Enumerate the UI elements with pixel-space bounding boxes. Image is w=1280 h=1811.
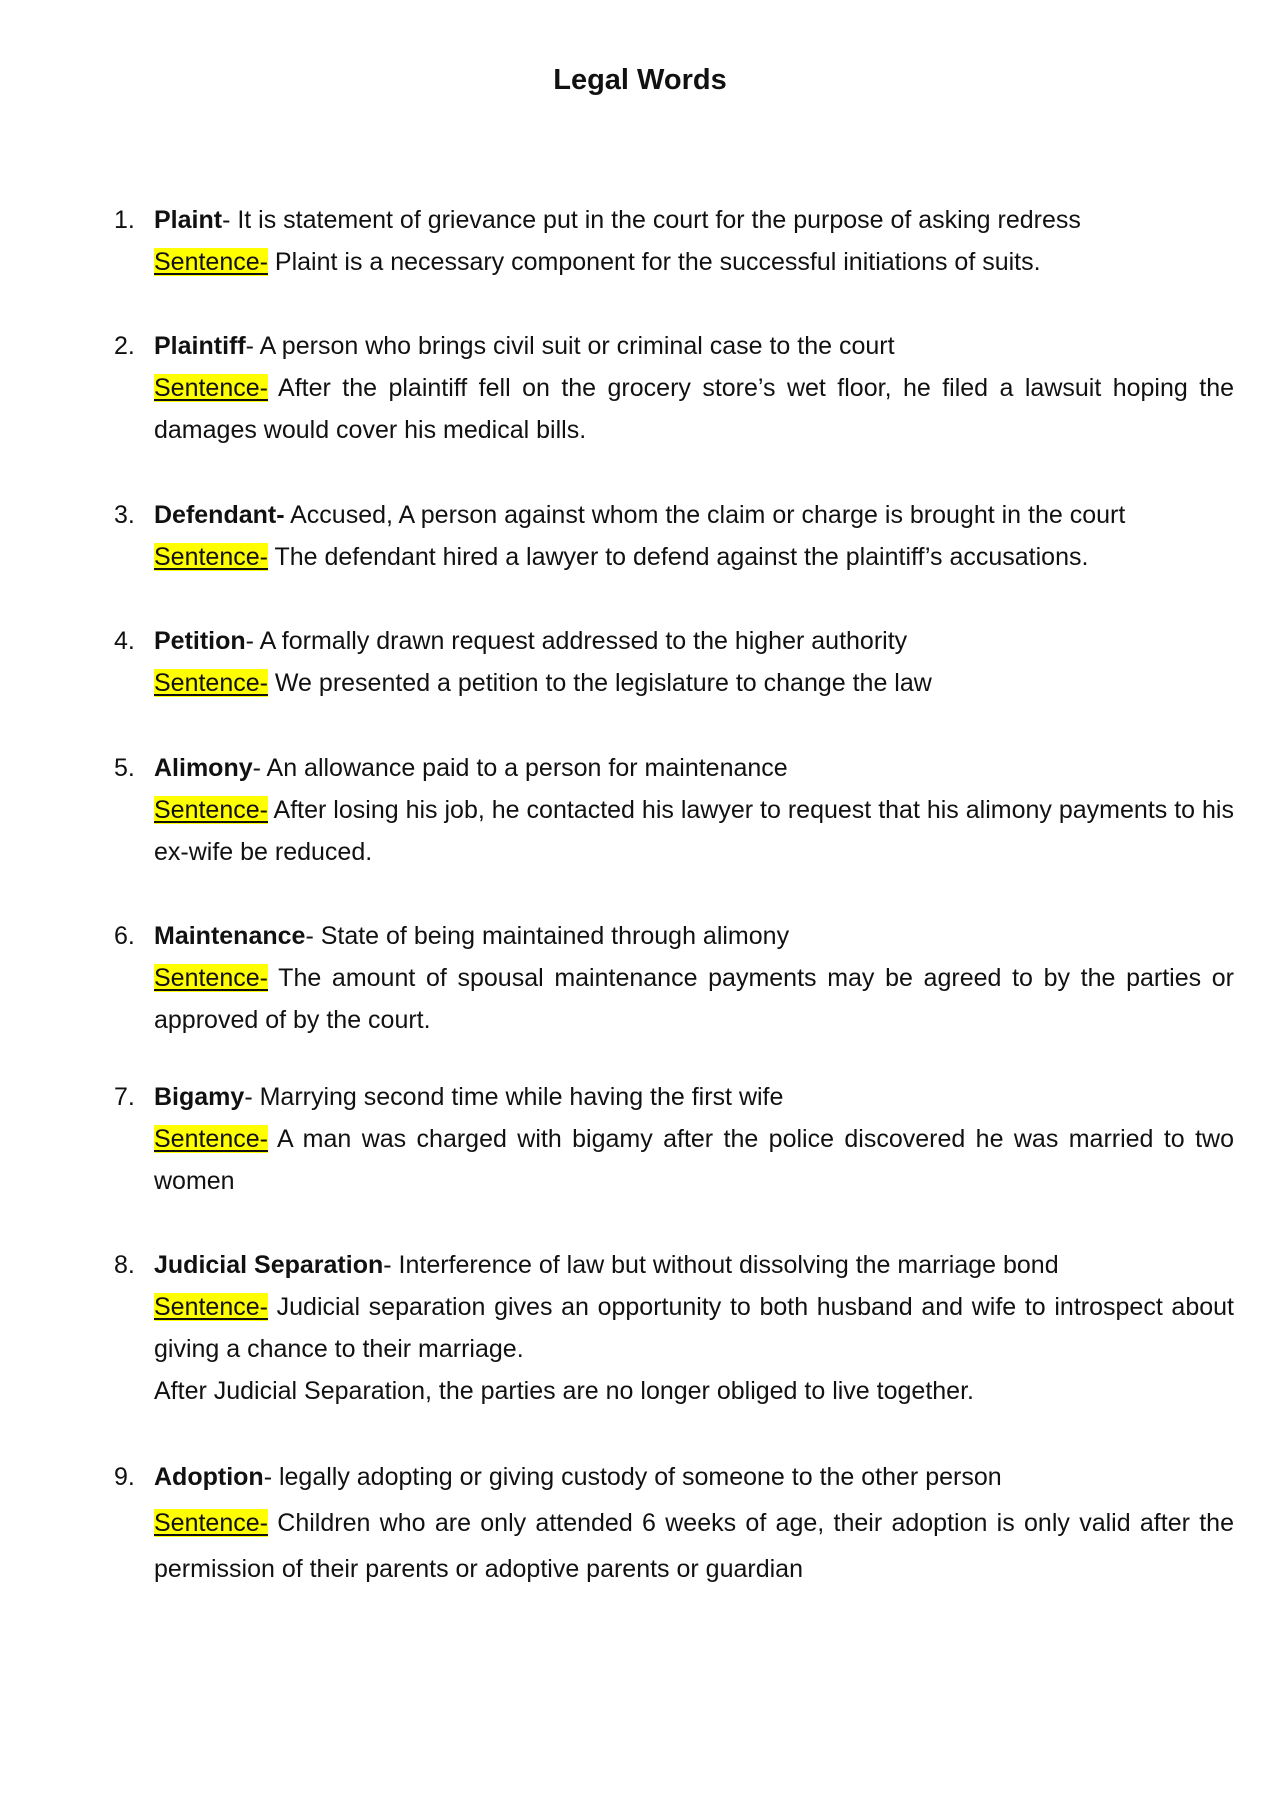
term: Bigamy: [154, 1083, 245, 1111]
item-number: 8.: [114, 1251, 135, 1279]
list-item: [114, 915, 1234, 1041]
example-sentence: Children who are only attended 6 weeks of age, their adoption is only valid after the permission of their parents or adoptive parents or guardian: [154, 1509, 1234, 1583]
definition: - It is statement of grievance put in the court for the purpose of asking redress: [222, 206, 1081, 234]
term: Alimony: [154, 754, 253, 782]
item-body: [154, 620, 1234, 704]
item-number: 9.: [114, 1463, 135, 1491]
definition-line: [154, 325, 1234, 367]
sentence-line: [154, 241, 1234, 283]
definition-line: [154, 915, 1234, 957]
item-number: 6.: [114, 922, 135, 950]
sentence-tag: Sentence-: [154, 964, 268, 992]
sentence-line: [154, 367, 1234, 451]
item-body: [154, 747, 1234, 873]
definition: - An allowance paid to a person for maintenance: [252, 754, 788, 782]
term: Plaint: [154, 206, 223, 234]
example-sentence: After losing his job, he contacted his lawyer to request that his alimony payments to his ex-wife be reduced.: [154, 796, 1234, 866]
list-item: [114, 620, 1234, 704]
sentence-tag: Sentence-: [154, 374, 268, 402]
definition-line: [154, 1244, 1234, 1286]
definition: Accused, A person against whom the claim or charge is brought in the court: [284, 501, 1126, 529]
definition-line: [154, 494, 1234, 536]
list-item: [114, 747, 1234, 873]
sentence-tag: Sentence-: [154, 1509, 268, 1537]
item-body: [154, 1244, 1234, 1412]
definition-line: [154, 747, 1234, 789]
example-sentence: We presented a petition to the legislature to change the law: [267, 669, 932, 697]
sentence-line: [154, 662, 1234, 704]
sentence-line: [154, 536, 1234, 578]
sentence-tag: Sentence-: [154, 543, 268, 571]
sentence-line: [154, 1500, 1234, 1592]
definition-line: [154, 1454, 1234, 1500]
definition: - State of being maintained through alimony: [305, 922, 790, 950]
sentence-line: [154, 957, 1234, 1041]
item-body: [154, 199, 1234, 283]
item-body: [154, 494, 1234, 578]
definition: - legally adopting or giving custody of someone to the other person: [263, 1463, 1002, 1491]
list-item: [114, 1454, 1234, 1592]
example-sentence: The amount of spousal maintenance payments may be agreed to by the parties or approved of by the court.: [154, 964, 1234, 1034]
sentence-tag: Sentence-: [154, 248, 268, 276]
sentence-line: [154, 789, 1234, 873]
item-number: 5.: [114, 754, 135, 782]
example-sentence: Plaint is a necessary component for the successful initiations of suits.: [267, 248, 1041, 276]
list-item: [114, 494, 1234, 578]
list-item: [114, 1076, 1234, 1202]
item-number: 1.: [114, 206, 135, 234]
definition-line: [154, 199, 1234, 241]
example-sentence: Judicial separation gives an opportunity to both husband and wife to introspect about giving a chance to their marriage.: [154, 1293, 1234, 1363]
item-number: 3.: [114, 501, 135, 529]
list-item: [114, 199, 1234, 283]
example-sentence: The defendant hired a lawyer to defend against the plaintiff’s accusations.: [267, 543, 1089, 571]
sentence-tag: Sentence-: [154, 1293, 268, 1321]
term: Judicial Separation: [154, 1251, 384, 1279]
definition-line: [154, 620, 1234, 662]
item-body: [154, 325, 1234, 451]
item-number: 4.: [114, 627, 135, 655]
term: Petition: [154, 627, 246, 655]
item-body: [154, 915, 1234, 1041]
example-sentence: A man was charged with bigamy after the police discovered he was married to two women: [154, 1125, 1234, 1195]
definition: - Interference of law but without dissolving the marriage bond: [383, 1251, 1059, 1279]
term: Maintenance: [154, 922, 306, 950]
item-number: 7.: [114, 1083, 135, 1111]
definition: - A person who brings civil suit or criminal case to the court: [245, 332, 895, 360]
item-body: [154, 1076, 1234, 1202]
definition: - A formally drawn request addressed to the higher authority: [245, 627, 908, 655]
term: Adoption: [154, 1463, 264, 1491]
list-item: [114, 325, 1234, 451]
extra-sentence: After Judicial Separation, the parties are no longer obliged to live together.: [154, 1377, 974, 1405]
sentence-tag: Sentence-: [154, 1125, 268, 1153]
sentence-tag: Sentence-: [154, 669, 268, 697]
term: Defendant-: [154, 501, 285, 529]
definition-line: [154, 1076, 1234, 1118]
sentence-line: [154, 1118, 1234, 1202]
document-title: Legal Words: [553, 64, 727, 96]
term: Plaintiff: [154, 332, 246, 360]
list-item: [114, 1244, 1234, 1412]
example-sentence: After the plaintiff fell on the grocery store’s wet floor, he filed a lawsuit hoping the damages would cover his medical bills.: [154, 374, 1234, 444]
item-number: 2.: [114, 332, 135, 360]
item-body: [154, 1454, 1234, 1592]
sentence-line: [154, 1286, 1234, 1370]
definition: - Marrying second time while having the first wife: [244, 1083, 784, 1111]
sentence-tag: Sentence-: [154, 796, 268, 824]
